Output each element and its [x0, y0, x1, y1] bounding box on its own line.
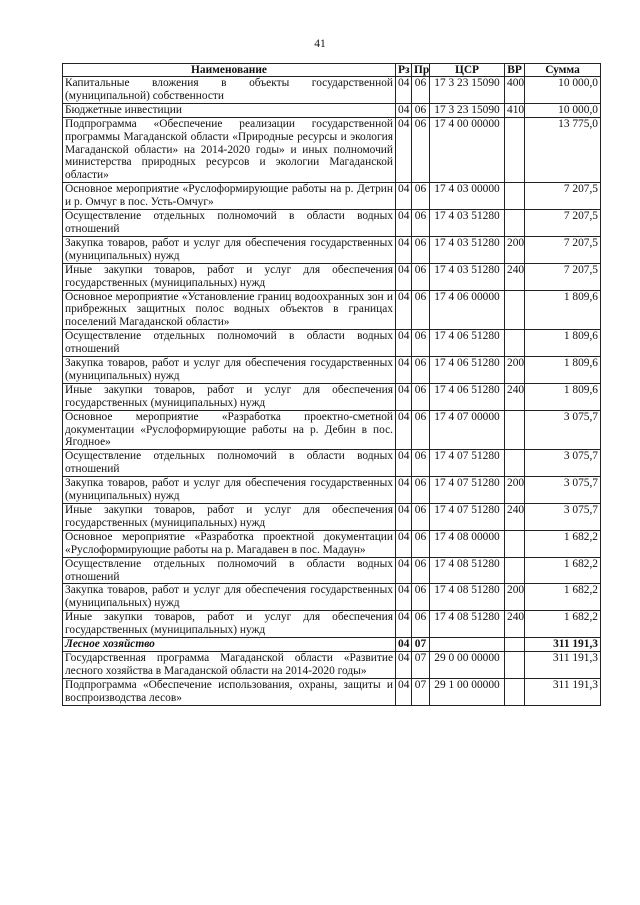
- cell-csr: 17 4 06 51280: [430, 383, 505, 410]
- cell-pr: 06: [412, 383, 430, 410]
- cell-rz: 04: [396, 530, 412, 557]
- cell-pr: 07: [412, 678, 430, 705]
- cell-name: Иные закупки товаров, работ и услуг для обеспечения государственных (муниципальных) нужд: [63, 611, 396, 638]
- cell-csr: 17 4 08 51280: [430, 584, 505, 611]
- table-row: [63, 584, 601, 611]
- cell-sum: 7 207,5: [525, 263, 601, 290]
- cell-vr: [505, 210, 525, 237]
- cell-name: Осуществление отдельных полномочий в области водных отношений: [63, 557, 396, 584]
- cell-sum: 1 682,2: [525, 584, 601, 611]
- table-row: [63, 183, 601, 210]
- cell-sum: 7 207,5: [525, 183, 601, 210]
- cell-csr: 17 4 07 51280: [430, 450, 505, 477]
- cell-vr: [505, 290, 525, 330]
- cell-csr: 17 4 08 00000: [430, 530, 505, 557]
- cell-rz: 04: [396, 638, 412, 652]
- cell-pr: 06: [412, 290, 430, 330]
- cell-sum: 1 809,6: [525, 330, 601, 357]
- cell-csr: 17 3 23 15090: [430, 77, 505, 104]
- cell-name: Основное мероприятие «Руслоформирующие работы на р. Детрин и р. Омчуг в пос. Усть-Омчуг»: [63, 183, 396, 210]
- cell-name: Осуществление отдельных полномочий в области водных отношений: [63, 450, 396, 477]
- column-header-pr: Пр: [412, 64, 430, 77]
- cell-csr: 17 4 06 51280: [430, 330, 505, 357]
- cell-pr: 06: [412, 330, 430, 357]
- cell-csr: 29 0 00 00000: [430, 651, 505, 678]
- cell-name: Лесное хозяйство: [63, 638, 396, 652]
- cell-pr: 06: [412, 530, 430, 557]
- cell-pr: 06: [412, 236, 430, 263]
- cell-rz: 04: [396, 383, 412, 410]
- cell-vr: [505, 183, 525, 210]
- column-header-sum: Сумма: [525, 64, 601, 77]
- cell-rz: 04: [396, 450, 412, 477]
- cell-name: Осуществление отдельных полномочий в области водных отношений: [63, 330, 396, 357]
- table-body: [63, 77, 601, 706]
- cell-pr: 06: [412, 477, 430, 504]
- cell-vr: [505, 410, 525, 450]
- cell-pr: 07: [412, 638, 430, 652]
- cell-csr: 17 4 03 00000: [430, 183, 505, 210]
- cell-vr: [505, 117, 525, 183]
- table-row: [63, 611, 601, 638]
- cell-vr: 240: [505, 504, 525, 531]
- cell-vr: [505, 330, 525, 357]
- table-row: [63, 263, 601, 290]
- budget-table: [62, 63, 601, 706]
- cell-pr: 06: [412, 504, 430, 531]
- cell-csr: 17 4 08 51280: [430, 557, 505, 584]
- cell-sum: 1 682,2: [525, 530, 601, 557]
- cell-vr: 410: [505, 103, 525, 117]
- cell-vr: [505, 651, 525, 678]
- cell-rz: 04: [396, 477, 412, 504]
- table-row: [63, 651, 601, 678]
- cell-sum: 13 775,0: [525, 117, 601, 183]
- cell-csr: 17 4 06 00000: [430, 290, 505, 330]
- page-number: 41: [314, 38, 326, 50]
- table-row: [63, 477, 601, 504]
- cell-sum: 1 682,2: [525, 557, 601, 584]
- cell-sum: 1 809,6: [525, 290, 601, 330]
- cell-pr: 06: [412, 611, 430, 638]
- cell-csr: 17 4 07 51280: [430, 504, 505, 531]
- cell-rz: 04: [396, 330, 412, 357]
- cell-rz: 04: [396, 290, 412, 330]
- column-header-csr: ЦСР: [430, 64, 505, 77]
- table-row: [63, 530, 601, 557]
- section-row: [63, 638, 601, 652]
- cell-name: Иные закупки товаров, работ и услуг для обеспечения государственных (муниципальных) нужд: [63, 263, 396, 290]
- cell-vr: 200: [505, 584, 525, 611]
- cell-rz: 04: [396, 183, 412, 210]
- cell-pr: 06: [412, 584, 430, 611]
- cell-pr: 06: [412, 357, 430, 384]
- cell-sum: 1 809,6: [525, 357, 601, 384]
- cell-rz: 04: [396, 651, 412, 678]
- cell-pr: 06: [412, 263, 430, 290]
- cell-csr: 17 4 06 51280: [430, 357, 505, 384]
- cell-sum: 10 000,0: [525, 77, 601, 104]
- cell-rz: 04: [396, 263, 412, 290]
- cell-pr: 06: [412, 410, 430, 450]
- cell-vr: 200: [505, 357, 525, 384]
- table-row: [63, 678, 601, 705]
- cell-vr: 240: [505, 611, 525, 638]
- cell-name: Государственная программа Магаданской области «Развитие лесного хозяйства в Магаданской области на 2014-2020 годы»: [63, 651, 396, 678]
- cell-vr: [505, 678, 525, 705]
- table-row: [63, 504, 601, 531]
- cell-name: Закупка товаров, работ и услуг для обеспечения государственных (муниципальных) нужд: [63, 236, 396, 263]
- cell-sum: 311 191,3: [525, 651, 601, 678]
- table-row: [63, 290, 601, 330]
- cell-rz: 04: [396, 103, 412, 117]
- cell-vr: [505, 557, 525, 584]
- table-row: [63, 450, 601, 477]
- cell-name: Осуществление отдельных полномочий в области водных отношений: [63, 210, 396, 237]
- cell-sum: 7 207,5: [525, 210, 601, 237]
- cell-vr: 200: [505, 477, 525, 504]
- cell-sum: 311 191,3: [525, 678, 601, 705]
- table-row: [63, 103, 601, 117]
- cell-pr: 06: [412, 210, 430, 237]
- cell-rz: 04: [396, 357, 412, 384]
- cell-name: Закупка товаров, работ и услуг для обеспечения государственных (муниципальных) нужд: [63, 584, 396, 611]
- cell-csr: 17 4 03 51280: [430, 263, 505, 290]
- cell-name: Закупка товаров, работ и услуг для обеспечения государственных (муниципальных) нужд: [63, 357, 396, 384]
- cell-vr: 240: [505, 263, 525, 290]
- cell-rz: 04: [396, 236, 412, 263]
- cell-rz: 04: [396, 117, 412, 183]
- cell-pr: 06: [412, 103, 430, 117]
- cell-name: Основное мероприятие «Разработка проектно-сметной документации «Руслоформирующие работы на р. Дебин в пос. Ягодное»: [63, 410, 396, 450]
- cell-pr: 07: [412, 651, 430, 678]
- table-row: [63, 330, 601, 357]
- cell-name: Подпрограмма «Обеспечение реализации государственной программы Магаданской области «Природные ресурсы и экология Магаданской области» на 2014-2020 годы» и иных полномочий министерства природных ресурсов и экологии Магаданской области»: [63, 117, 396, 183]
- cell-sum: 3 075,7: [525, 477, 601, 504]
- cell-pr: 06: [412, 557, 430, 584]
- cell-sum: 10 000,0: [525, 103, 601, 117]
- cell-vr: 200: [505, 236, 525, 263]
- table-row: [63, 383, 601, 410]
- table-header-row: [63, 64, 601, 77]
- cell-csr: 17 4 03 51280: [430, 210, 505, 237]
- cell-vr: 400: [505, 77, 525, 104]
- cell-name: Основное мероприятие «Установление границ водоохранных зон и прибрежных защитных полос водных объектов в границах поселений Магаданской области»: [63, 290, 396, 330]
- table-row: [63, 410, 601, 450]
- cell-name: Иные закупки товаров, работ и услуг для обеспечения государственных (муниципальных) нужд: [63, 383, 396, 410]
- cell-sum: 3 075,7: [525, 410, 601, 450]
- cell-sum: 3 075,7: [525, 504, 601, 531]
- cell-name: Бюджетные инвестиции: [63, 103, 396, 117]
- table-row: [63, 357, 601, 384]
- cell-vr: 240: [505, 383, 525, 410]
- table-row: [63, 117, 601, 183]
- cell-sum: 7 207,5: [525, 236, 601, 263]
- table-row: [63, 77, 601, 104]
- table-row: [63, 210, 601, 237]
- cell-csr: [430, 638, 505, 652]
- cell-pr: 06: [412, 77, 430, 104]
- cell-vr: [505, 450, 525, 477]
- cell-rz: 04: [396, 611, 412, 638]
- cell-csr: 17 4 03 51280: [430, 236, 505, 263]
- cell-sum: 1 809,6: [525, 383, 601, 410]
- cell-name: Основное мероприятие «Разработка проектной документации «Руслоформирующие работы на р. Магадавен в пос. Мадаун»: [63, 530, 396, 557]
- column-header-rz: Рз: [396, 64, 412, 77]
- cell-sum: 3 075,7: [525, 450, 601, 477]
- cell-csr: 17 3 23 15090: [430, 103, 505, 117]
- cell-rz: 04: [396, 557, 412, 584]
- cell-csr: 17 4 00 00000: [430, 117, 505, 183]
- cell-rz: 04: [396, 678, 412, 705]
- cell-pr: 06: [412, 183, 430, 210]
- cell-rz: 04: [396, 410, 412, 450]
- cell-pr: 06: [412, 450, 430, 477]
- table-row: [63, 236, 601, 263]
- cell-name: Подпрограмма «Обеспечение использования, охраны, защиты и воспроизводства лесов»: [63, 678, 396, 705]
- cell-csr: 29 1 00 00000: [430, 678, 505, 705]
- cell-rz: 04: [396, 584, 412, 611]
- column-header-vr: ВР: [505, 64, 525, 77]
- cell-rz: 04: [396, 210, 412, 237]
- cell-vr: [505, 530, 525, 557]
- cell-sum: 311 191,3: [525, 638, 601, 652]
- cell-sum: 1 682,2: [525, 611, 601, 638]
- cell-name: Закупка товаров, работ и услуг для обеспечения государственных (муниципальных) нужд: [63, 477, 396, 504]
- cell-csr: 17 4 07 51280: [430, 477, 505, 504]
- column-header-name: Наименование: [63, 64, 396, 77]
- cell-csr: 17 4 07 00000: [430, 410, 505, 450]
- cell-pr: 06: [412, 117, 430, 183]
- cell-rz: 04: [396, 77, 412, 104]
- cell-name: Капитальные вложения в объекты государственной (муниципальной) собственности: [63, 77, 396, 104]
- cell-name: Иные закупки товаров, работ и услуг для обеспечения государственных (муниципальных) нужд: [63, 504, 396, 531]
- cell-rz: 04: [396, 504, 412, 531]
- cell-vr: [505, 638, 525, 652]
- table-row: [63, 557, 601, 584]
- cell-csr: 17 4 08 51280: [430, 611, 505, 638]
